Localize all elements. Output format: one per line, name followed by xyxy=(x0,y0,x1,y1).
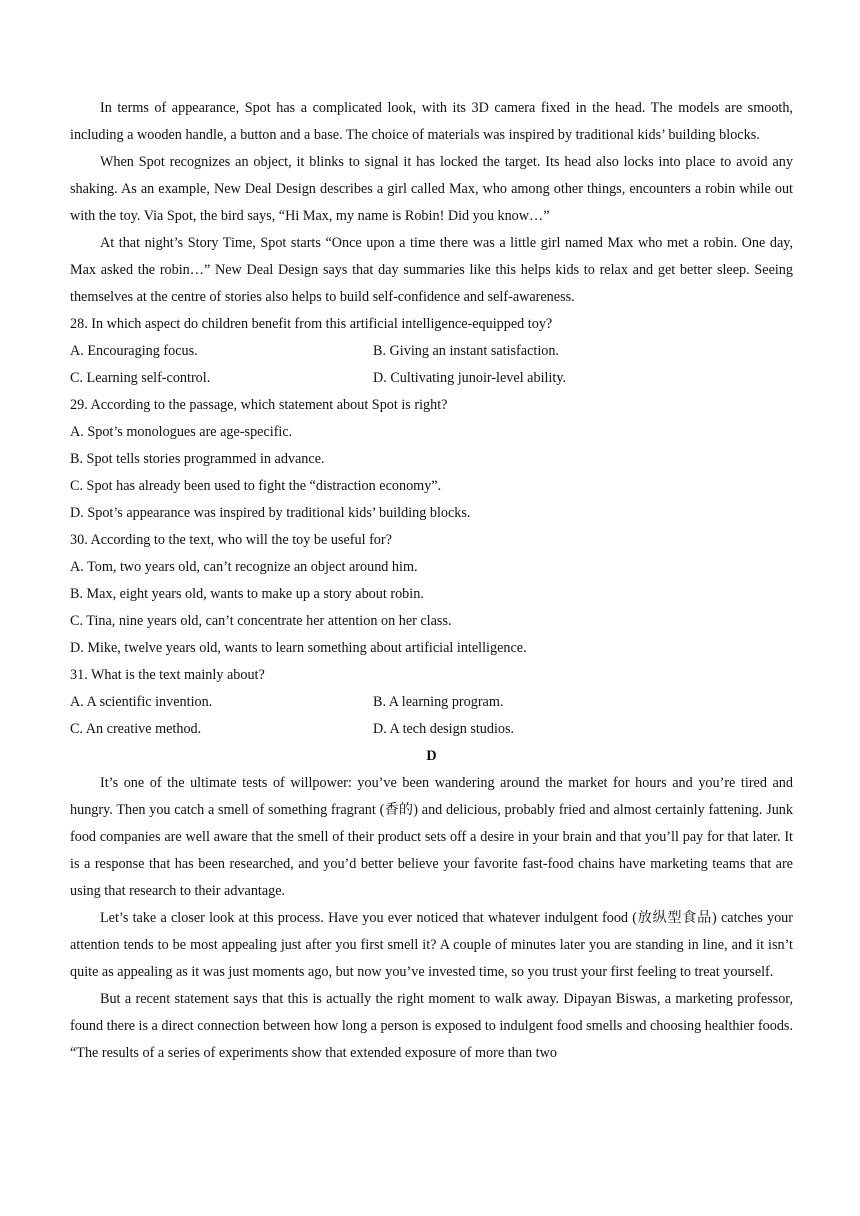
question-31-options-row-2 xyxy=(70,716,793,743)
question-28-option-a: A. Encouraging focus. xyxy=(70,343,198,359)
question-30: 30. According to the text, who will the toy be useful for? xyxy=(70,532,392,548)
question-31: 31. What is the text mainly about? xyxy=(70,667,265,683)
question-31-options-row-1 xyxy=(70,689,793,716)
question-30-option-d: D. Mike, twelve years old, wants to learn something about artificial intelligence. xyxy=(70,640,527,656)
passage-d-paragraph-3: But a recent statement says that this is actually the right moment to walk away. Dipayan Biswas, a marketing professor, found there is a direct connection between how long a person is exposed to indulgent food smells and choosing healthier foods. “The results of a series of experiments show that extended exposure of more than two xyxy=(70,991,793,1061)
question-28-option-b: B. Giving an instant satisfaction. xyxy=(373,343,559,359)
passage-d-paragraph-1: It’s one of the ultimate tests of willpower: you’ve been wandering around the market for hours and you’re tired and hungry. Then you catch a smell of something fragrant (香的) and delicious, probably fried and almost certainly fattening. Junk food companies are well aware that the smell of their product sets off a desire in your brain and that you’ll pay for that later. It is a response that has been researched, and you’d better believe your favorite fast-food chains have marketing teams that are using that research to their advantage. xyxy=(70,775,793,899)
document-page xyxy=(70,95,793,1067)
question-29-option-b: B. Spot tells stories programmed in advance. xyxy=(70,451,325,467)
passage-c-paragraph-1: In terms of appearance, Spot has a complicated look, with its 3D camera fixed in the head. The models are smooth, including a wooden handle, a button and a base. The choice of materials was inspired by traditional kids’ building blocks. xyxy=(70,100,793,143)
question-29-option-a: A. Spot’s monologues are age-specific. xyxy=(70,424,293,440)
question-31-option-b: B. A learning program. xyxy=(373,694,504,710)
passage-c-paragraph-3: At that night’s Story Time, Spot starts “Once upon a time there was a little girl named Max who met a robin. One day, Max asked the robin…” New Deal Design says that day summaries like this helps kids to relax and get better sleep. Seeing themselves at the centre of stories also helps to build self-confidence and self-awareness. xyxy=(70,235,793,305)
question-29-option-d: D. Spot’s appearance was inspired by traditional kids’ building blocks. xyxy=(70,505,471,521)
question-28-options-row-1 xyxy=(70,338,793,365)
question-30-option-c: C. Tina, nine years old, can’t concentrate her attention on her class. xyxy=(70,613,452,629)
question-31-option-c: C. An creative method. xyxy=(70,721,202,737)
question-28: 28. In which aspect do children benefit from this artificial intelligence-equipped toy? xyxy=(70,316,553,332)
section-heading-d: D xyxy=(426,748,437,764)
question-31-option-a: A. A scientific invention. xyxy=(70,694,213,710)
passage-d-paragraph-2: Let’s take a closer look at this process. Have you ever noticed that whatever indulgent food (放纵型食品) catches your attention tends to be most appealing just after you first smell it? A couple of minutes later you are standing in line, and it isn’t quite as appealing as it was just moments ago, but now you’ve invested time, so you trust your first feeling to treat yourself. xyxy=(70,910,793,980)
question-29-option-c: C. Spot has already been used to fight the “distraction economy”. xyxy=(70,478,442,494)
question-29: 29. According to the passage, which statement about Spot is right? xyxy=(70,397,448,413)
question-30-option-b: B. Max, eight years old, wants to make up a story about robin. xyxy=(70,586,424,602)
question-28-option-c: C. Learning self-control. xyxy=(70,370,211,386)
question-31-option-d: D. A tech design studios. xyxy=(373,721,515,737)
question-28-options-row-2 xyxy=(70,365,793,392)
question-28-option-d: D. Cultivating junoir-level ability. xyxy=(373,370,567,386)
question-30-option-a: A. Tom, two years old, can’t recognize an object around him. xyxy=(70,559,418,575)
passage-c-paragraph-2: When Spot recognizes an object, it blinks to signal it has locked the target. Its head also locks into place to avoid any shaking. As an example, New Deal Design describes a girl called Max, who among other things, encounters a robin while out with the toy. Via Spot, the bird says, “Hi Max, my name is Robin! Did you know…” xyxy=(70,154,793,224)
